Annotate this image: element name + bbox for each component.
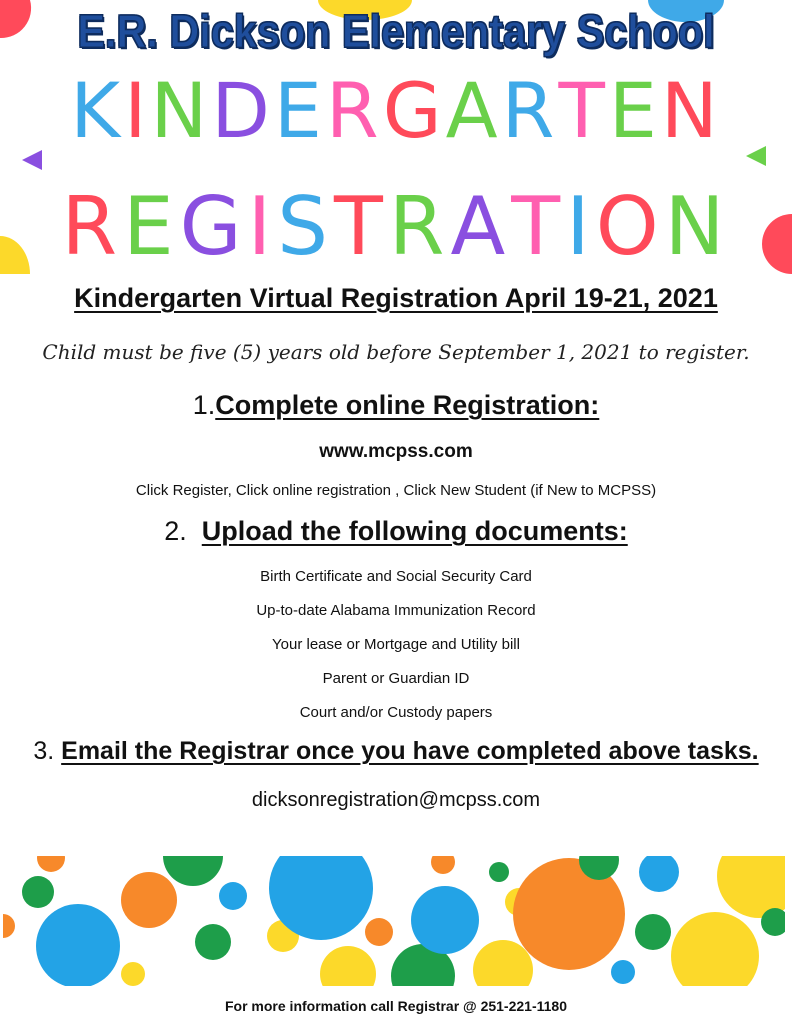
registration-letter: N xyxy=(664,180,731,273)
dot xyxy=(121,962,145,986)
registration-letter: E xyxy=(123,180,180,273)
kindergarten-letter: N xyxy=(660,66,722,155)
step-2-heading xyxy=(0,516,792,547)
registration-dates-heading xyxy=(0,283,792,314)
age-requirement: Child must be five (5) years old before September 1, 2021 to register. xyxy=(42,340,750,364)
kindergarten-letter: R xyxy=(325,66,383,155)
kindergarten-letter: T xyxy=(558,66,609,155)
dot xyxy=(365,918,393,946)
document-item: Up-to-date Alabama Immunization Record xyxy=(256,602,536,619)
kindergarten-letter: R xyxy=(501,66,559,155)
step-1-heading xyxy=(0,390,792,421)
step-2-title: Upload the following documents: xyxy=(201,516,628,546)
kindergarten-letter: I xyxy=(124,66,151,155)
registration-letter: A xyxy=(450,180,512,273)
dot xyxy=(22,876,54,908)
registration-letter: T xyxy=(334,180,389,273)
document-item: Birth Certificate and Social Security Card xyxy=(260,568,532,585)
dot xyxy=(195,924,231,960)
registration-letter: I xyxy=(247,180,278,273)
dot xyxy=(219,882,247,910)
kindergarten-letter: K xyxy=(70,66,125,155)
dot xyxy=(36,904,120,986)
step-3-heading xyxy=(0,737,792,766)
school-name: E.R. Dickson Elementary School xyxy=(77,5,715,57)
document-item: Parent or Guardian ID xyxy=(322,670,470,687)
polka-dot-banner xyxy=(3,856,785,986)
step-1-title: Complete online Registration: xyxy=(215,390,600,420)
registration-letter: G xyxy=(179,180,248,273)
registration-dates-text: Kindergarten Virtual Registration April 19-21, 2021 xyxy=(74,283,718,313)
kindergarten-letter: N xyxy=(150,66,212,155)
kindergarten-letter: E xyxy=(608,66,661,155)
document-item: Your lease or Mortgage and Utility bill xyxy=(272,636,520,653)
dot xyxy=(411,886,479,954)
kindergarten-title xyxy=(0,66,792,155)
dot xyxy=(635,914,671,950)
registration-letter: O xyxy=(595,180,665,273)
dot xyxy=(121,872,177,928)
dot xyxy=(611,960,635,984)
kindergarten-letter: D xyxy=(211,66,274,155)
registrar-email[interactable]: dicksonregistration@mcpss.com xyxy=(251,789,541,811)
kindergarten-letter: G xyxy=(382,66,446,155)
contact-footer: For more information call Registrar @ 251-221-1180 xyxy=(224,998,567,1014)
confetti-red-quarter xyxy=(0,0,31,38)
step-2-number: 2. xyxy=(164,516,202,546)
step-3-number: 3. xyxy=(33,737,62,765)
registration-letter: S xyxy=(277,180,335,273)
registration-letter: T xyxy=(511,180,567,273)
kindergarten-letter: E xyxy=(273,66,326,155)
step-1-number: 1. xyxy=(192,390,216,420)
registration-title xyxy=(0,180,792,273)
registration-letter: R xyxy=(388,180,451,273)
dot xyxy=(489,862,509,882)
registration-letter: R xyxy=(61,180,124,273)
document-item: Court and/or Custody papers xyxy=(299,704,493,721)
step-1-instructions: Click Register, Click online registration , Click New Student (if New to MCPSS) xyxy=(135,482,657,499)
step-3-title: Email the Registrar once you have completed above tasks. xyxy=(61,737,759,765)
website-link[interactable]: www.mcpss.com xyxy=(319,441,473,462)
kindergarten-letter: A xyxy=(445,66,502,155)
registration-letter: I xyxy=(566,180,596,273)
